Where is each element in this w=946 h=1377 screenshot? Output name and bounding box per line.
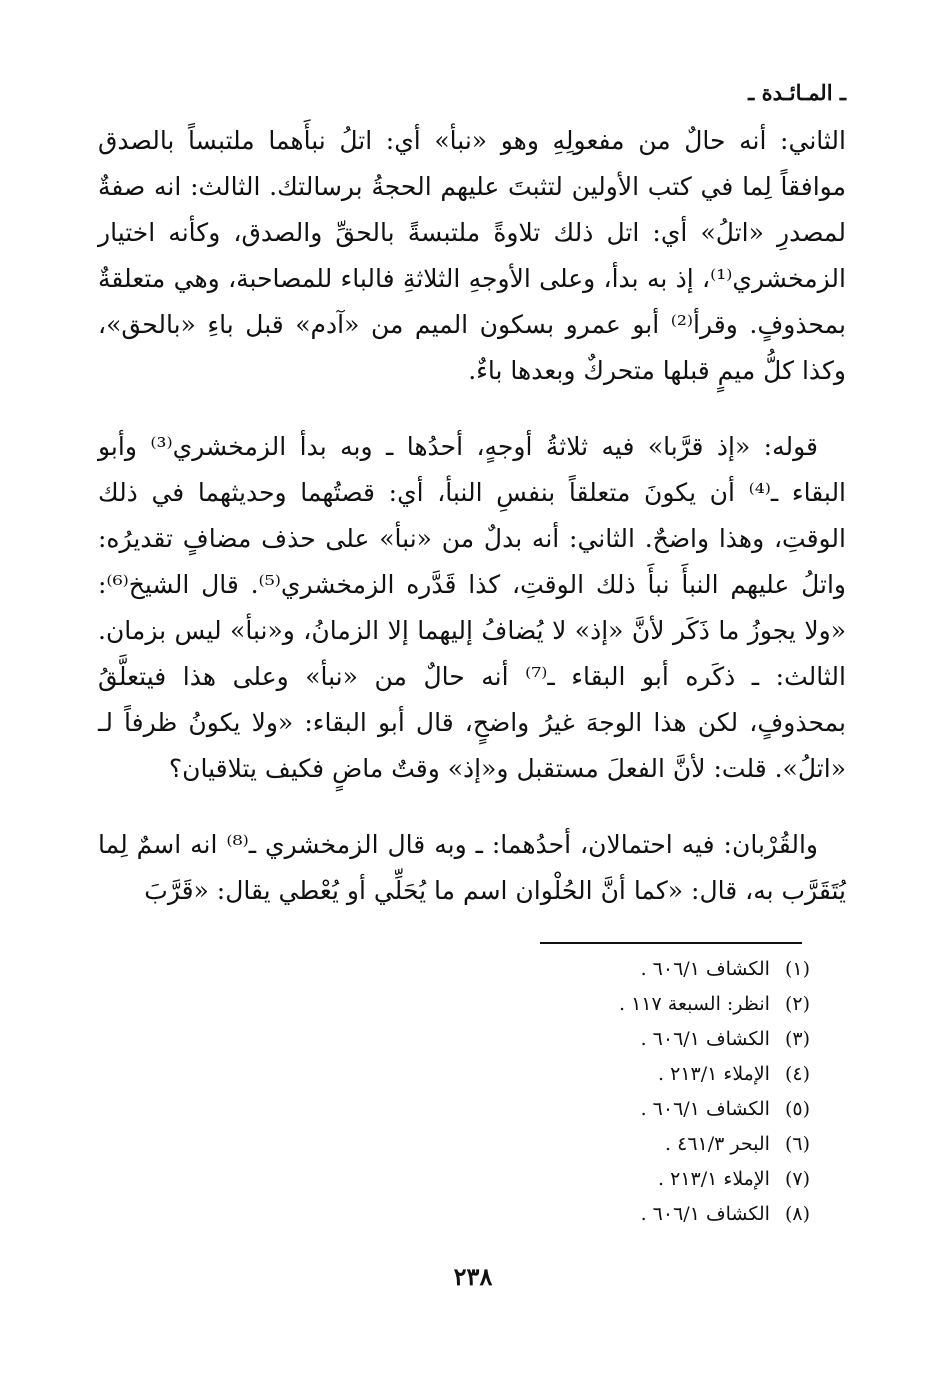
- footnote-item: [540, 952, 810, 987]
- footnote-number: (٢): [784, 993, 810, 1015]
- footnote-number: (٥): [784, 1098, 810, 1120]
- footnote-text: انظر: السبعة ١١٧ .: [619, 993, 770, 1015]
- footnote-number: (٤): [784, 1063, 810, 1085]
- footnote-number: (٧): [784, 1168, 810, 1190]
- footnote-item: [540, 1127, 810, 1162]
- footnote-text: الإملاء ٢١٣/١ .: [658, 1168, 770, 1190]
- footnote-item: [540, 1022, 810, 1057]
- footnote-item: [540, 987, 810, 1022]
- footnote-text: البحر ٤٦١/٣ .: [665, 1133, 770, 1155]
- footnote-number: (٣): [784, 1028, 810, 1050]
- footnote-item: [540, 1057, 810, 1092]
- main-text: [98, 118, 846, 914]
- footnote-text: الكشاف ٦٠٦/١ .: [640, 1203, 770, 1225]
- page-number: ٢٣٨: [453, 1262, 493, 1291]
- paragraph-3: والقُرْبان: فيه احتمالان، أحدُهما: ـ وبه قال الزمخشري ـ⁽⁸⁾ انه اسمٌ لِما يُتَقَرَّب به، قال: «كما أنَّ الحُلْوان اسم ما يُحَلِّي أو يُعْطي يقال: «قَرَّبَ: [98, 830, 846, 905]
- paragraph-1: الثاني: أنه حالٌ من مفعولِهِ وهو «نبأ» أي: اتلُ نبأَهما ملتبساً بالصدق موافقاً لِما في كتب الأولين لتثبتَ عليهم الحجةُ برسالتك. الثالث: انه صفةٌ لمصدرِ «اتلُ» أي: اتل ذلك تلاوةً ملتبسةً بالحقِّ والصدق، وكأنه اختيار الزمخشري⁽¹⁾، إذ به بدأ، وعلى الأوجهِ الثلاثةِ فالباء للمصاحبة، وهي متعلقةٌ بمحذوفٍ. وقرأ⁽²⁾ أبو عمرو بسكون الميم من «آدم» قبل باءِ «بالحق»، وكذا كلُّ ميمٍ قبلها متحركٌ وبعدها باءٌ.: [98, 126, 846, 385]
- footnote-number: (١): [784, 958, 810, 980]
- footnote-divider: [540, 942, 802, 944]
- footnote-text: الكشاف ٦٠٦/١ .: [640, 958, 770, 980]
- footnote-number: (٦): [784, 1133, 810, 1155]
- footnote-item: [540, 1092, 810, 1127]
- footnotes-list: [540, 952, 810, 1232]
- footnote-item: [540, 1197, 810, 1232]
- footnote-text: الكشاف ٦٠٦/١ .: [640, 1028, 770, 1050]
- footnote-number: (٨): [784, 1203, 810, 1225]
- running-header: ـ المـائـدة ـ: [748, 80, 846, 105]
- paragraph-2: قوله: «إذ قرَّبا» فيه ثلاثةُ أوجهٍ، أحدُها ـ وبه بدأ الزمخشري⁽³⁾ وأبو البقاء ـ⁽⁴⁾ أن يكونَ متعلقاً بنفسِ النبأ، أي: قصتُهما وحديثهما في ذلك الوقتِ، وهذا واضحٌ. الثاني: أنه بدلٌ من «نبأ» على حذف مضافٍ تقديرُه: واتلُ عليهم النبأَ نبأَ ذلك الوقتِ، كذا قَدَّره الزمخشري⁽⁵⁾. قال الشيخ⁽⁶⁾: «ولا يجوزُ ما ذَكَر لأنَّ «إذ» لا يُضافُ إليهما إلا الزمانُ، و«نبأ» ليس بزمان. الثالث: ـ ذكَره أبو البقاء ـ⁽⁷⁾ أنه حالٌ من «نبأ» وعلى هذا فيتعلَّقُ بمحذوفٍ، لكن هذا الوجهَ غيرُ واضحٍ، قال أبو البقاء: «ولا يكونُ ظرفاً لـ «اتلُ». قلت: لأنَّ الفعلَ مستقبل و«إذ» وقتٌ ماضٍ فكيف يتلاقيان؟: [98, 432, 847, 783]
- footnote-item: [540, 1162, 810, 1197]
- footnote-text: الإملاء ٢١٣/١ .: [658, 1063, 770, 1085]
- footnote-text: الكشاف ٦٠٦/١ .: [640, 1098, 770, 1120]
